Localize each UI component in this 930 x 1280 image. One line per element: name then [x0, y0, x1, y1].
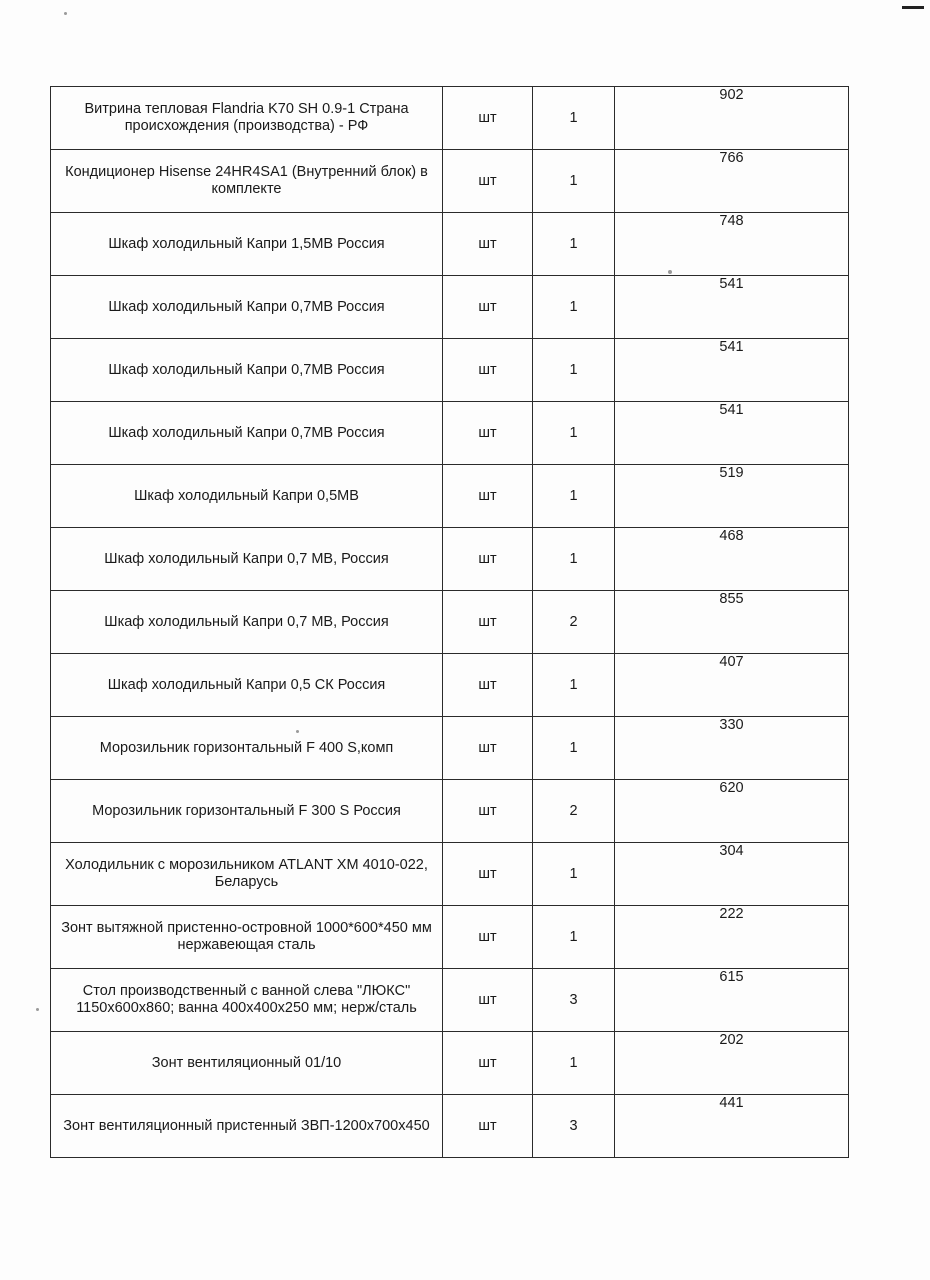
- item-name-cell: Шкаф холодильный Капри 0,7МВ Россия: [51, 402, 443, 465]
- table-row: [51, 87, 849, 150]
- quantity-cell: 1: [533, 843, 615, 906]
- price-cell: 441: [615, 1095, 849, 1158]
- item-name-cell: Зонт вытяжной пристенно-островной 1000*600*450 мм нержавеющая сталь: [51, 906, 443, 969]
- item-name-cell: Морозильник горизонтальный F 300 S Россия: [51, 780, 443, 843]
- scan-speck: [64, 12, 67, 15]
- price-cell: 541: [615, 339, 849, 402]
- price-cell: 620: [615, 780, 849, 843]
- price-cell: 902: [615, 87, 849, 150]
- unit-cell: шт: [443, 465, 533, 528]
- item-name-cell: Шкаф холодильный Капри 0,7МВ Россия: [51, 339, 443, 402]
- unit-cell: шт: [443, 906, 533, 969]
- quantity-cell: 3: [533, 1095, 615, 1158]
- scan-edge-mark: [902, 6, 924, 9]
- price-cell: 615: [615, 969, 849, 1032]
- table-row: [51, 213, 849, 276]
- unit-cell: шт: [443, 150, 533, 213]
- item-name-cell: Холодильник с морозильником ATLANT XM 4010-022, Беларусь: [51, 843, 443, 906]
- quantity-cell: 1: [533, 87, 615, 150]
- table-row: [51, 654, 849, 717]
- table-row: [51, 339, 849, 402]
- table-row: [51, 276, 849, 339]
- unit-cell: шт: [443, 654, 533, 717]
- unit-cell: шт: [443, 528, 533, 591]
- quantity-cell: 1: [533, 465, 615, 528]
- table-row: [51, 528, 849, 591]
- quantity-cell: 1: [533, 906, 615, 969]
- table-row: [51, 465, 849, 528]
- table-row: [51, 150, 849, 213]
- quantity-cell: 2: [533, 780, 615, 843]
- quantity-cell: 2: [533, 591, 615, 654]
- table-row: [51, 717, 849, 780]
- unit-cell: шт: [443, 402, 533, 465]
- items-table: [50, 86, 849, 1158]
- price-cell: 222: [615, 906, 849, 969]
- item-name-cell: Шкаф холодильный Капри 1,5МВ Россия: [51, 213, 443, 276]
- quantity-cell: 1: [533, 1032, 615, 1095]
- item-name-cell: Витрина тепловая Flandria K70 SH 0.9-1 Страна происхождения (производства) - РФ: [51, 87, 443, 150]
- scan-speck: [36, 1008, 39, 1011]
- unit-cell: шт: [443, 276, 533, 339]
- item-name-cell: Зонт вентиляционный пристенный ЗВП-1200x700x450: [51, 1095, 443, 1158]
- unit-cell: шт: [443, 780, 533, 843]
- quantity-cell: 1: [533, 402, 615, 465]
- quantity-cell: 1: [533, 150, 615, 213]
- unit-cell: шт: [443, 213, 533, 276]
- unit-cell: шт: [443, 1032, 533, 1095]
- unit-cell: шт: [443, 843, 533, 906]
- table-row: [51, 402, 849, 465]
- quantity-cell: 1: [533, 717, 615, 780]
- items-table-body: [51, 87, 849, 1158]
- unit-cell: шт: [443, 1095, 533, 1158]
- price-cell: 407: [615, 654, 849, 717]
- price-cell: 541: [615, 402, 849, 465]
- price-cell: 766: [615, 150, 849, 213]
- quantity-cell: 1: [533, 654, 615, 717]
- quantity-cell: 1: [533, 213, 615, 276]
- price-cell: 541: [615, 276, 849, 339]
- price-cell: 748: [615, 213, 849, 276]
- quantity-cell: 3: [533, 969, 615, 1032]
- price-cell: 304: [615, 843, 849, 906]
- quantity-cell: 1: [533, 528, 615, 591]
- table-row: [51, 591, 849, 654]
- item-name-cell: Морозильник горизонтальный F 400 S,комп: [51, 717, 443, 780]
- unit-cell: шт: [443, 969, 533, 1032]
- unit-cell: шт: [443, 591, 533, 654]
- price-cell: 468: [615, 528, 849, 591]
- table-row: [51, 1032, 849, 1095]
- item-name-cell: Шкаф холодильный Капри 0,5МВ: [51, 465, 443, 528]
- item-name-cell: Кондиционер Hisense 24HR4SA1 (Внутренний блок) в комплекте: [51, 150, 443, 213]
- unit-cell: шт: [443, 87, 533, 150]
- quantity-cell: 1: [533, 276, 615, 339]
- item-name-cell: Шкаф холодильный Капри 0,5 СК Россия: [51, 654, 443, 717]
- table-row: [51, 1095, 849, 1158]
- table-row: [51, 969, 849, 1032]
- quantity-cell: 1: [533, 339, 615, 402]
- price-cell: 202: [615, 1032, 849, 1095]
- item-name-cell: Шкаф холодильный Капри 0,7МВ Россия: [51, 276, 443, 339]
- unit-cell: шт: [443, 339, 533, 402]
- item-name-cell: Шкаф холодильный Капри 0,7 МВ, Россия: [51, 528, 443, 591]
- table-row: [51, 843, 849, 906]
- item-name-cell: Шкаф холодильный Капри 0,7 МВ, Россия: [51, 591, 443, 654]
- item-name-cell: Зонт вентиляционный 01/10: [51, 1032, 443, 1095]
- price-cell: 330: [615, 717, 849, 780]
- table-row: [51, 906, 849, 969]
- item-name-cell: Стол производственный с ванной слева "ЛЮКС" 1150x600x860; ванна 400x400x250 мм; нерж/сталь: [51, 969, 443, 1032]
- unit-cell: шт: [443, 717, 533, 780]
- price-cell: 519: [615, 465, 849, 528]
- table-row: [51, 780, 849, 843]
- price-cell: 855: [615, 591, 849, 654]
